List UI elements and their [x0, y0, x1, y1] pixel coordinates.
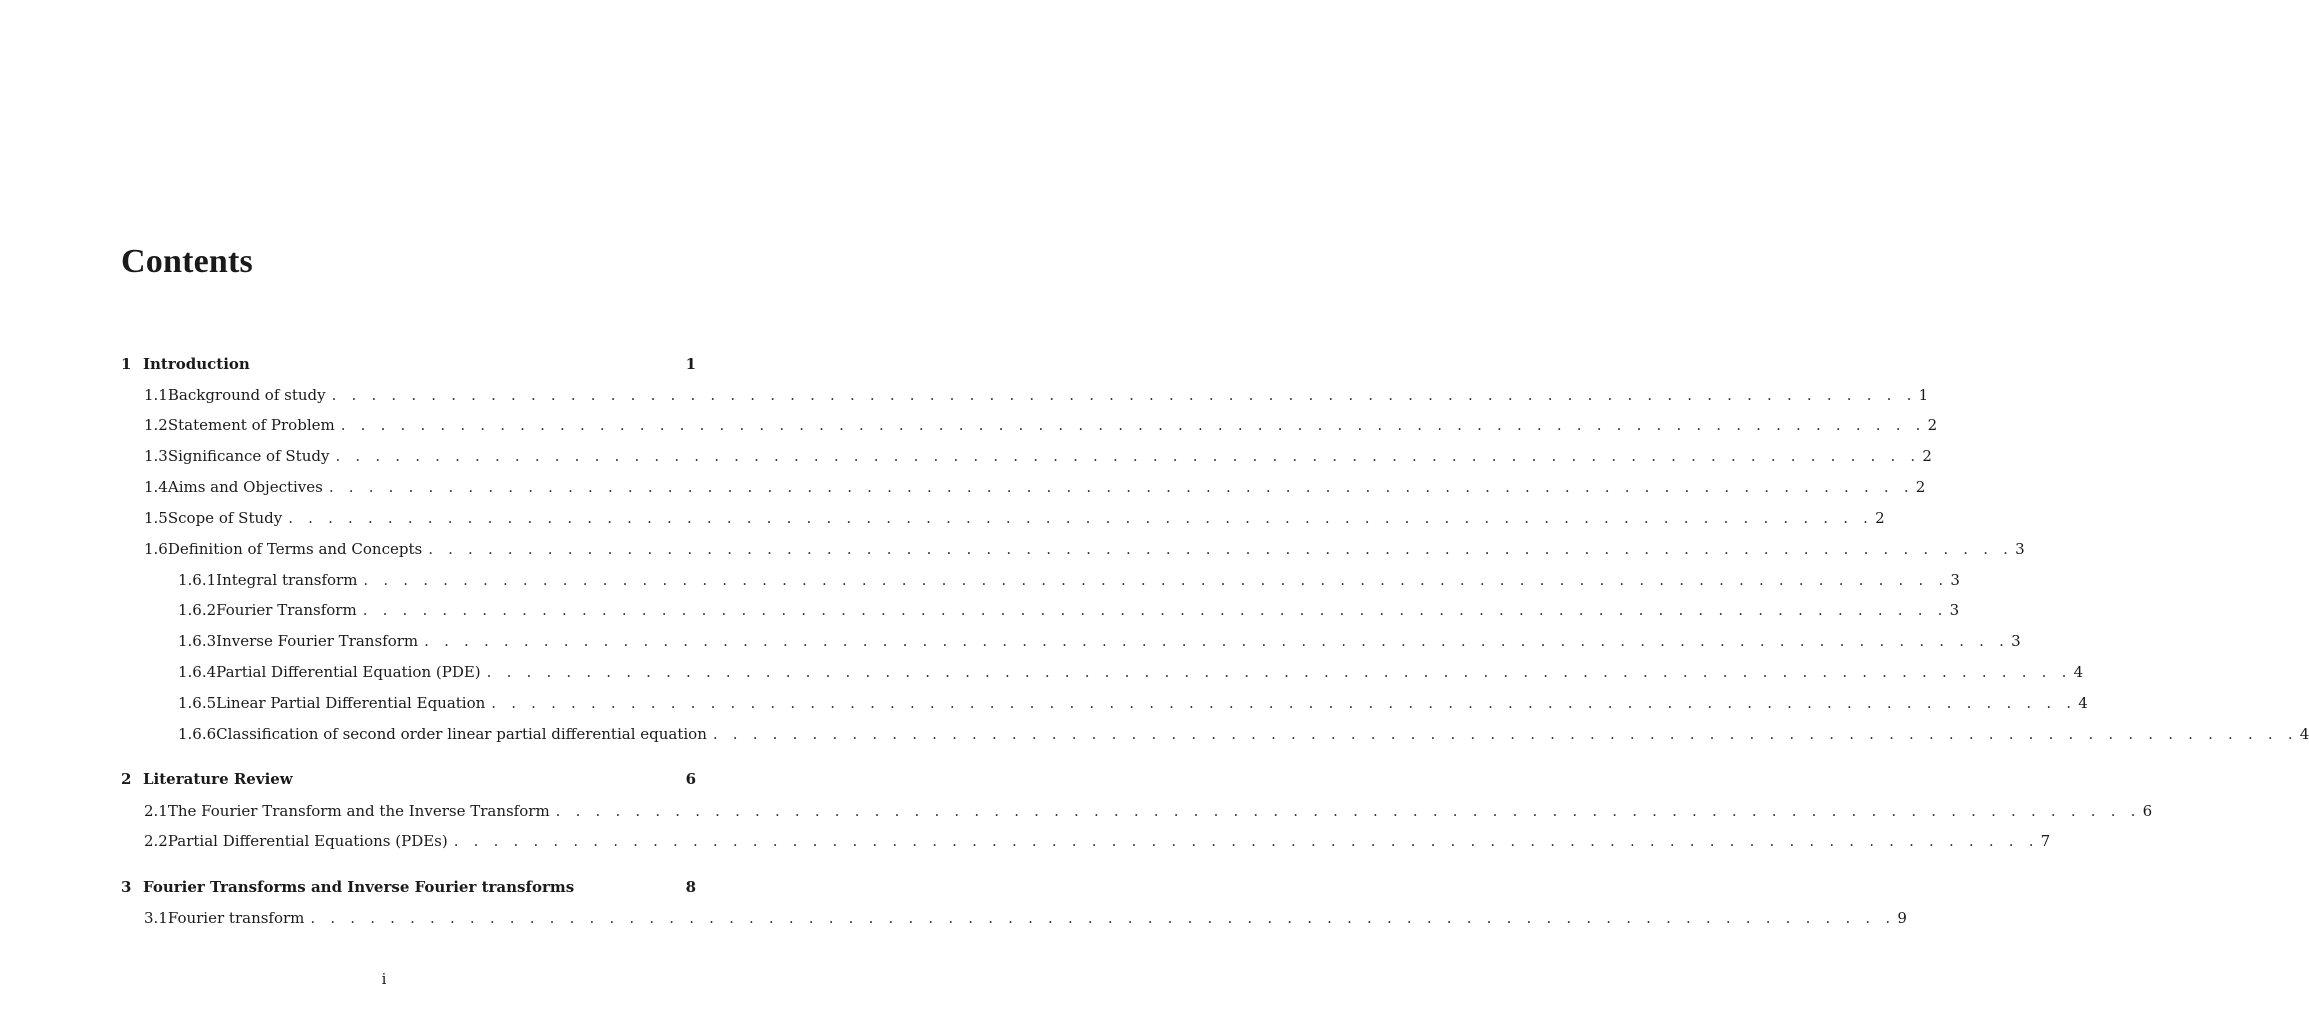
toc-entry-page-number: 6	[685, 770, 696, 788]
toc-leader-dots: . . . . . . . . . . . . . . . . . . . . . . . . . . . . . . . . . . . . . . . . . . . . . . . . . . . . . . . . . . . . . . . . . . . . . . . . . . . . . . . .	[331, 386, 1917, 404]
toc-entry-1-6-3[interactable]	[178, 629, 2021, 653]
toc-entry-title: Background of study	[167, 386, 326, 404]
toc-entry-title: Fourier transform	[167, 909, 305, 927]
toc-leader-dots: . . . . . . . . . . . . . . . . . . . . . . . . . . . . . . . . . . . . . . . . . . . . . . . . . . . . . . . . . . . . . . . . . . . . . . . . . . . . . . . .	[335, 447, 1921, 465]
toc-entry-title: Significance of Study	[167, 447, 330, 465]
toc-entry-1-2[interactable]	[144, 413, 1938, 437]
toc-entry-title: Partial Differential Equation (PDE)	[216, 663, 481, 681]
toc-entry-title: Partial Differential Equations (PDEs)	[167, 832, 448, 850]
toc-entry-page-number: 3	[2015, 540, 2025, 558]
toc-entry-title: Fourier Transform	[216, 601, 357, 619]
footer-page-number: i	[381, 970, 387, 988]
toc-entry-number: 2	[121, 770, 132, 788]
toc-entry-1-4[interactable]	[144, 475, 1926, 499]
toc-entry-number: 1.6.1	[178, 571, 217, 589]
toc-entry-number: 1.6.4	[178, 663, 217, 681]
toc-entry-title: Aims and Objectives	[167, 478, 323, 496]
toc-entry-number: 1	[121, 355, 132, 373]
toc-leader-dots: . . . . . . . . . . . . . . . . . . . . . . . . . . . . . . . . . . . . . . . . . . . . . . . . . . . . . . . . . . . . . . . . . . . . . . . . . . . . . . . .	[453, 832, 2039, 850]
toc-leader-dots: . . . . . . . . . . . . . . . . . . . . . . . . . . . . . . . . . . . . . . . . . . . . . . . . . . . . . . . . . . . . . . . . . . . . . . . . . . . . . . . .	[328, 478, 1914, 496]
toc-entry-number: 1.1	[144, 386, 168, 404]
toc-entry-page-number: 9	[1897, 909, 1907, 927]
toc-entry-number: 2.1	[144, 802, 168, 820]
toc-entry-title: Linear Partial Differential Equation	[216, 694, 486, 712]
toc-entry-title: Statement of Problem	[167, 416, 335, 434]
toc-entry-page-number: 3	[1949, 601, 1960, 619]
toc-entry-title: Fourier Transforms and Inverse Fourier transforms	[143, 878, 575, 896]
toc-entry-1-6-2[interactable]	[178, 598, 1960, 622]
toc-entry-page-number: 4	[2299, 725, 2309, 743]
toc-entry-number: 1.3	[144, 447, 168, 465]
toc-entry-number: 1.6	[144, 540, 168, 558]
toc-entry-page-number: 3	[1950, 571, 1960, 589]
page-title: Contents	[121, 243, 253, 280]
toc-entry-number: 1.2	[144, 416, 168, 434]
toc-entry-1-6-1[interactable]	[178, 568, 1960, 592]
toc-entry-title: Inverse Fourier Transform	[216, 632, 419, 650]
toc-entry-page-number: 4	[2078, 694, 2088, 712]
toc-entry-1-3[interactable]	[144, 444, 1932, 468]
toc-entry-page-number: 2	[1922, 447, 1932, 465]
toc-entry-title: Literature Review	[143, 770, 293, 788]
toc-entry-number: 3.1	[144, 909, 168, 927]
toc-leader-dots: . . . . . . . . . . . . . . . . . . . . . . . . . . . . . . . . . . . . . . . . . . . . . . . . . . . . . . . . . . . . . . . . . . . . . . . . . . . . . . . .	[340, 416, 1926, 434]
toc-entry-page-number: 3	[2011, 632, 2021, 650]
toc-entry-number: 1.6.5	[178, 694, 217, 712]
toc-entry-1-6[interactable]	[144, 537, 2025, 561]
toc-entry-3-1[interactable]	[144, 906, 1907, 930]
toc-leader-dots: . . . . . . . . . . . . . . . . . . . . . . . . . . . . . . . . . . . . . . . . . . . . . . . . . . . . . . . . . . . . . . . . . . . . . . . . . . . . . . . .	[363, 571, 1949, 589]
toc-leader-dots: . . . . . . . . . . . . . . . . . . . . . . . . . . . . . . . . . . . . . . . . . . . . . . . . . . . . . . . . . . . . . . . . . . . . . . . . . . . . . . . .	[491, 694, 2077, 712]
toc-entry-2[interactable]	[121, 767, 696, 791]
toc-entry-number: 1.6.6	[178, 725, 217, 743]
toc-leader-dots: . . . . . . . . . . . . . . . . . . . . . . . . . . . . . . . . . . . . . . . . . . . . . . . . . . . . . . . . . . . . . . . . . . . . . . . . . . . . . . . .	[288, 509, 1874, 527]
toc-entry-number: 1.4	[144, 478, 168, 496]
toc-entry-1[interactable]	[121, 352, 696, 376]
toc-entry-page-number: 1	[1918, 386, 1929, 404]
toc-entry-title: Integral transform	[216, 571, 358, 589]
toc-entry-title: Scope of Study	[167, 509, 283, 527]
toc-entry-page-number: 2	[1915, 478, 1926, 496]
toc-leader-dots: . . . . . . . . . . . . . . . . . . . . . . . . . . . . . . . . . . . . . . . . . . . . . . . . . . . . . . . . . . . . . . . . . . . . . . . . . . . . . . . .	[555, 802, 2141, 820]
toc-entry-page-number: 2	[1875, 509, 1885, 527]
toc-leader-dots: . . . . . . . . . . . . . . . . . . . . . . . . . . . . . . . . . . . . . . . . . . . . . . . . . . . . . . . . . . . . . . . . . . . . . . . . . . . . . . . .	[310, 909, 1896, 927]
toc-entry-2-1[interactable]	[144, 799, 2153, 823]
toc-entry-number: 2.2	[144, 832, 168, 850]
toc-entry-page-number: 8	[685, 878, 696, 896]
toc-entry-title: Introduction	[143, 355, 250, 373]
toc-entry-number: 1.5	[144, 509, 168, 527]
toc-leader-dots: . . . . . . . . . . . . . . . . . . . . . . . . . . . . . . . . . . . . . . . . . . . . . . . . . . . . . . . . . . . . . . . . . . . . . . . . . . . . . . . .	[424, 632, 2010, 650]
toc-entry-title: Definition of Terms and Concepts	[167, 540, 423, 558]
toc-entry-number: 1.6.3	[178, 632, 217, 650]
toc-entry-2-2[interactable]	[144, 829, 2051, 853]
toc-entry-1-6-6[interactable]	[178, 722, 2309, 746]
toc-entry-1-5[interactable]	[144, 506, 1885, 530]
toc-entry-1-6-4[interactable]	[178, 660, 2084, 684]
toc-entry-page-number: 2	[1927, 416, 1938, 434]
toc-entry-page-number: 7	[2040, 832, 2051, 850]
toc-entry-1-1[interactable]	[144, 383, 1929, 407]
toc-entry-page-number: 6	[2142, 802, 2153, 820]
toc-entry-1-6-5[interactable]	[178, 691, 2088, 715]
toc-leader-dots: . . . . . . . . . . . . . . . . . . . . . . . . . . . . . . . . . . . . . . . . . . . . . . . . . . . . . . . . . . . . . . . . . . . . . . . . . . . . . . . .	[362, 601, 1948, 619]
toc-entry-title: The Fourier Transform and the Inverse Transform	[167, 802, 550, 820]
toc-entry-3[interactable]	[121, 875, 696, 899]
toc-leader-dots: . . . . . . . . . . . . . . . . . . . . . . . . . . . . . . . . . . . . . . . . . . . . . . . . . . . . . . . . . . . . . . . . . . . . . . . . . . . . . . . .	[428, 540, 2014, 558]
toc-leader-dots: . . . . . . . . . . . . . . . . . . . . . . . . . . . . . . . . . . . . . . . . . . . . . . . . . . . . . . . . . . . . . . . . . . . . . . . . . . . . . . . .	[486, 663, 2072, 681]
toc-entry-title: Classification of second order linear partial differential equation	[216, 725, 707, 743]
toc-leader-dots: . . . . . . . . . . . . . . . . . . . . . . . . . . . . . . . . . . . . . . . . . . . . . . . . . . . . . . . . . . . . . . . . . . . . . . . . . . . . . . . .	[712, 725, 2298, 743]
toc-entry-number: 1.6.2	[178, 601, 217, 619]
toc-entry-page-number: 1	[685, 355, 696, 373]
toc-entry-number: 3	[121, 878, 132, 896]
toc-entry-page-number: 4	[2073, 663, 2084, 681]
